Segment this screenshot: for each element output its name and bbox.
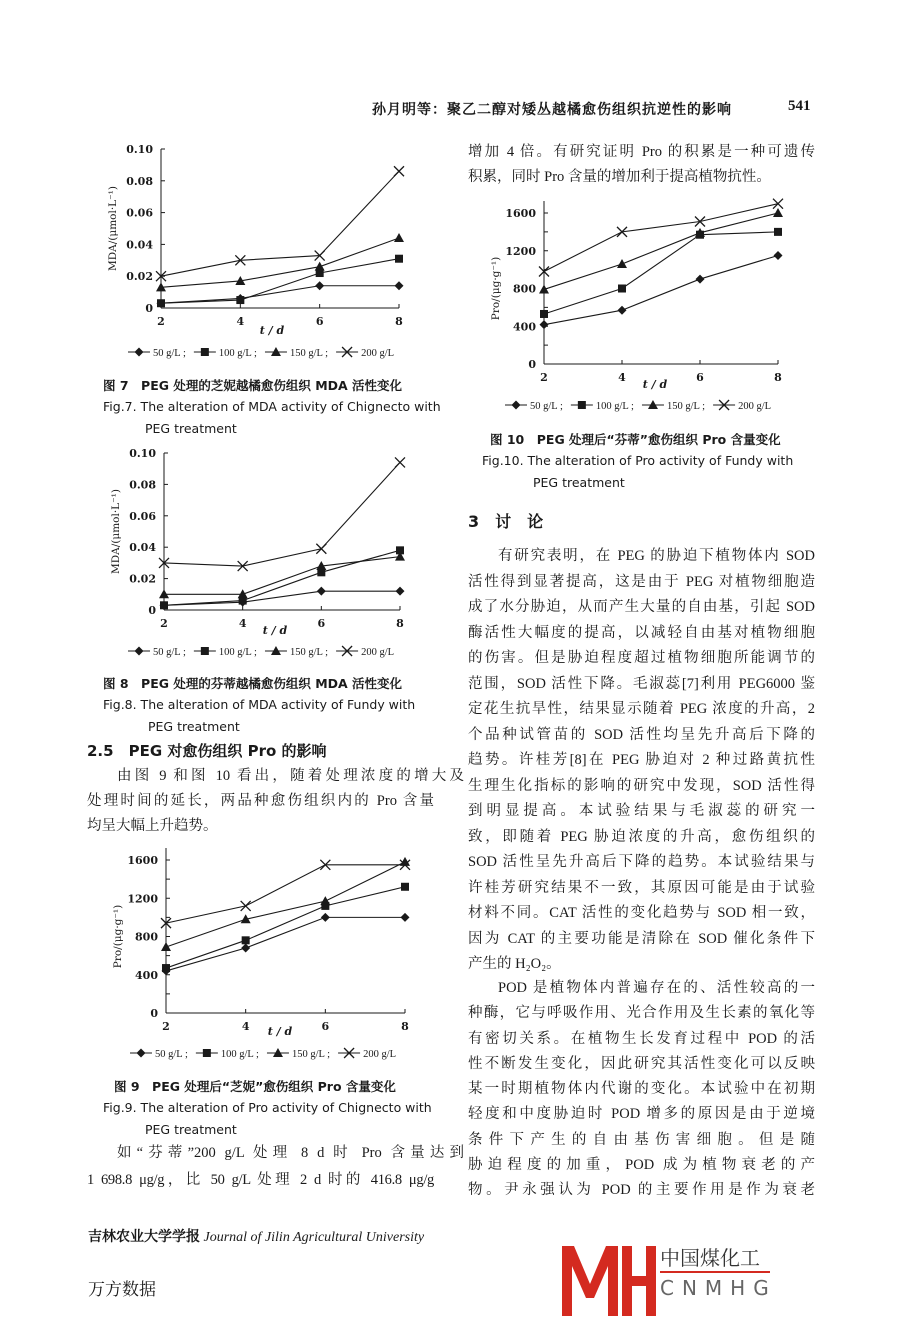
- y-tick-label: 400: [513, 320, 536, 334]
- text-line: 某一时期植物体内代谢的变化。本试验中在初期: [468, 1081, 815, 1097]
- legend-label: 200 g/L: [363, 1049, 397, 1060]
- legend-label: 50 g/L ;: [155, 1049, 188, 1060]
- fig9-caption-en: Fig.9. The alteration of Pro activity of Chignecto with: [103, 1100, 432, 1115]
- text-line: 处理时间的延长，两品种愈伤组织内的 Pro 含量: [87, 793, 434, 809]
- text-line: 个品种试管苗的 SOD 活性均呈先升高后下降的: [468, 726, 815, 743]
- text-line: 积累，同时 Pro 含量的增加利于提高植物抗性。: [468, 169, 771, 185]
- fig7-caption-en: Fig.7. The alteration of MDA activity of Chignecto with: [103, 399, 441, 414]
- data-point-x: [773, 199, 783, 209]
- text-line: 生理生化指标的影响的研究中发现，SOD 活性得: [468, 777, 815, 794]
- text-line: 的伤害。但是胁迫程度超过植物细胞所能调节的: [468, 650, 815, 666]
- text-line: 由图 9 和图 10 看出，随着处理浓度的增大及: [117, 768, 464, 784]
- y-tick-label: 1200: [505, 244, 536, 258]
- fig8-chart: [110, 447, 405, 658]
- text-line: 成了水分胁迫，从而产生大量的自由基，引起 SOD: [468, 599, 815, 615]
- fig7-chart: [107, 143, 404, 359]
- data-point-triangle: [320, 896, 330, 905]
- legend-label: 100 g/L ;: [218, 647, 257, 658]
- watermark-cn: 中国煤化工: [660, 1246, 760, 1270]
- x-tick-label: 4: [238, 617, 247, 630]
- journal-footer: [88, 1226, 424, 1246]
- y-tick-label: 1200: [127, 892, 158, 906]
- legend-label: 100 g/L ;: [595, 401, 634, 412]
- legend-label: 150 g/L ;: [666, 401, 706, 412]
- legend-label: 50 g/L ;: [530, 401, 563, 412]
- data-point-square: [395, 255, 403, 263]
- series-line-100gL: [544, 232, 778, 314]
- watermark-divider: [660, 1271, 770, 1273]
- watermark-en: CNMHG: [660, 1276, 777, 1300]
- y-tick-label: 0: [528, 358, 536, 371]
- fig8-caption-cn: 图 8 PEG 处理的芬蒂越橘愈伤组织 MDA 活性变化: [103, 676, 403, 691]
- text-line: 产生的 H₂O₂。: [468, 956, 561, 972]
- data-point-square: [162, 964, 170, 972]
- data-point-diamond: [401, 913, 410, 922]
- data-point-square: [540, 310, 548, 318]
- y-tick-label: 1600: [505, 207, 536, 220]
- legend-marker-square: [203, 1049, 211, 1057]
- text-line: 活性得到显著提高，这是由于 PEG 对植物细胞造: [468, 573, 815, 590]
- x-tick-label: 6: [317, 617, 326, 630]
- data-point-x: [394, 166, 404, 176]
- section-2-5-heading: 2.5 PEG 对愈伤组织 Pro 的影响: [87, 742, 327, 760]
- x-tick-label: 4: [618, 371, 626, 384]
- legend-label: 100 g/L ;: [218, 348, 257, 359]
- y-tick-label: 0: [145, 302, 153, 315]
- data-point-triangle: [394, 233, 404, 242]
- fig10-caption-en-2: PEG treatment: [533, 475, 625, 490]
- series-line-150gL: [164, 557, 400, 595]
- data-point-diamond: [618, 306, 627, 315]
- x-tick-label: 8: [774, 371, 782, 384]
- y-tick-label: 0: [148, 604, 156, 617]
- text-line: 性不断发生变化，因此研究其活性变化可以反映: [468, 1055, 815, 1072]
- data-point-square: [242, 936, 250, 944]
- series-line-100gL: [161, 259, 399, 304]
- data-point-x: [395, 457, 405, 467]
- fig8-caption-en: Fig.8. The alteration of MDA activity of Fundy with: [103, 697, 416, 712]
- source-label: 万方数据: [88, 1280, 156, 1300]
- y-tick-label: 0.10: [129, 447, 156, 460]
- legend-label: 150 g/L ;: [291, 1049, 331, 1060]
- data-point-square: [236, 296, 244, 304]
- legend-marker-diamond: [135, 348, 144, 357]
- y-tick-label: 0.02: [129, 572, 156, 586]
- y-tick-label: 1600: [127, 854, 158, 867]
- x-axis-label: t / d: [642, 378, 668, 391]
- y-tick-label: 0.06: [126, 206, 153, 220]
- x-tick-label: 8: [395, 315, 403, 328]
- data-point-square: [774, 228, 782, 236]
- x-tick-label: 6: [315, 315, 324, 328]
- legend-marker-diamond: [512, 401, 521, 410]
- text-line: 许桂芳研究结果不一致，其原因可能是由于试验: [468, 879, 815, 896]
- y-tick-label: 0.08: [129, 478, 156, 492]
- x-tick-label: 8: [401, 1020, 409, 1033]
- x-tick-label: 8: [396, 617, 404, 630]
- legend-label: 150 g/L ;: [289, 348, 329, 359]
- text-line: 范围，SOD 活性下降。毛淑蕊[7]利用 PEG6000 鉴: [468, 675, 815, 692]
- x-tick-label: 6: [696, 371, 704, 384]
- mh-logo-icon: [560, 1240, 660, 1318]
- data-point-diamond: [315, 281, 324, 290]
- data-point-diamond: [321, 913, 330, 922]
- running-title: 孙月明等：聚乙二醇对矮丛越橘愈伤组织抗逆性的影响: [372, 103, 732, 118]
- series-line-150gL: [166, 862, 405, 947]
- text-line: 材料不同。CAT 活性的变化趋势与 SOD 相一致，: [468, 905, 815, 921]
- section-3-heading: 3 讨 论: [468, 512, 544, 531]
- text-line: 物。尹永强认为 POD 的主要作用是作为衰老: [468, 1182, 815, 1198]
- data-point-x: [241, 901, 251, 911]
- text-line: 有研究表明，在 PEG 的胁迫下植物体内 SOD: [498, 548, 815, 564]
- text-line: 致，即随着 PEG 胁迫浓度的升高，愈伤组织的: [468, 828, 815, 845]
- text-line: 定花生抗旱性，结果显示随着 PEG 浓度的升高，2: [468, 701, 815, 717]
- series-line-150gL: [544, 213, 778, 289]
- journal-name-cn: 吉林农业大学学报: [88, 1230, 200, 1245]
- text-line: SOD 活性呈先升高后下降的趋势。本试验结果与: [468, 854, 815, 870]
- text-line: 轻度和中度胁迫时 POD 增多的原因是由于逆境: [468, 1106, 815, 1123]
- y-tick-label: 0.10: [126, 143, 153, 156]
- x-tick-label: 2: [157, 315, 165, 328]
- journal-name-en: Journal of Jilin Agricultural University: [203, 1230, 425, 1245]
- series-line-50gL: [544, 255, 778, 324]
- legend-marker-square: [201, 647, 209, 655]
- legend-label: 50 g/L ;: [153, 348, 186, 359]
- text-line: POD 是植物体内普遍存在的、活性较高的一: [498, 980, 815, 996]
- y-tick-label: 400: [135, 968, 158, 982]
- series-line-100gL: [166, 887, 405, 968]
- x-axis-label: t / d: [262, 624, 288, 637]
- text-line: 种酶，它与呼吸作用、光合作用及生长素的氧化等: [468, 1005, 815, 1022]
- watermark-logo: [560, 1240, 775, 1318]
- page-number: 541: [788, 98, 811, 114]
- series-line-150gL: [161, 238, 399, 287]
- text-line: 因为 CAT 的主要功能是清除在 SOD 催化条件下: [468, 930, 815, 947]
- y-axis-label: Pro/(μg·g⁻¹): [490, 256, 502, 321]
- fig9-chart: [112, 848, 410, 1060]
- data-point-diamond: [540, 320, 549, 329]
- y-axis-label: MDA/(μmol·L⁻¹): [110, 488, 122, 575]
- data-point-square: [401, 883, 409, 891]
- y-axis-label: MDA/(μmol·L⁻¹): [107, 185, 119, 272]
- text-line: 有密切关系。在植物生长发育过程中 POD 的活: [468, 1030, 815, 1047]
- y-tick-label: 800: [513, 282, 536, 296]
- fig9-caption-cn: 图 9 PEG 处理后“芝妮”愈伤组织 Pro 含量变化: [114, 1079, 396, 1094]
- text-line: 酶活性大幅度的提高，以减轻自由基对植物细胞: [468, 624, 815, 641]
- text-line: 1 698.8 μg/g，比 50 g/L 处理 2 d 时的 416.8 μg/g: [87, 1172, 434, 1188]
- data-point-diamond: [241, 943, 250, 952]
- data-point-triangle: [315, 262, 325, 271]
- fig10-caption-cn: 图 10 PEG 处理后“芬蒂”愈伤组织 Pro 含量变化: [490, 432, 781, 447]
- x-tick-label: 4: [236, 315, 245, 328]
- x-axis-label: t / d: [259, 324, 285, 337]
- data-point-triangle: [773, 208, 783, 217]
- data-point-square: [157, 299, 165, 307]
- y-tick-label: 0.02: [126, 270, 153, 284]
- fig10-caption-en: Fig.10. The alteration of Pro activity of Fundy with: [482, 453, 794, 468]
- y-axis-label: Pro/(μg·g⁻¹): [112, 904, 124, 969]
- data-point-diamond: [696, 275, 705, 284]
- y-tick-label: 0.06: [129, 509, 156, 523]
- legend-label: 200 g/L: [361, 348, 395, 359]
- x-tick-label: 6: [321, 1020, 330, 1033]
- data-point-diamond: [395, 281, 404, 290]
- series-line-50gL: [166, 917, 405, 971]
- series-line-200gL: [166, 865, 405, 923]
- series-line-200gL: [164, 462, 400, 566]
- data-point-triangle: [617, 259, 627, 268]
- y-tick-label: 0: [150, 1007, 158, 1020]
- text-line: 如“芬蒂”200 g/L 处理 8 d 时 Pro 含量达到: [117, 1145, 464, 1161]
- y-tick-label: 0.08: [126, 174, 153, 188]
- x-tick-label: 4: [241, 1020, 250, 1033]
- x-tick-label: 2: [540, 371, 548, 384]
- data-point-square: [160, 601, 168, 609]
- text-line: 胁迫程度的加重，POD 成为植物衰老的产: [468, 1156, 815, 1173]
- legend-marker-diamond: [137, 1049, 146, 1058]
- series-line-50gL: [161, 286, 399, 303]
- y-tick-label: 800: [135, 930, 158, 944]
- text-line: 均呈大幅上升趋势。: [87, 818, 218, 834]
- legend-marker-square: [201, 348, 209, 356]
- data-point-x: [316, 544, 326, 554]
- legend-label: 50 g/L ;: [153, 647, 186, 658]
- legend-label: 200 g/L: [738, 401, 772, 412]
- data-point-diamond: [774, 251, 783, 260]
- legend-label: 150 g/L ;: [289, 647, 329, 658]
- data-point-square: [618, 285, 626, 293]
- fig9-caption-en-2: PEG treatment: [145, 1122, 237, 1137]
- y-tick-label: 0.04: [126, 238, 153, 252]
- legend-label: 200 g/L: [361, 647, 395, 658]
- text-line: 趋势。许桂芳[8]在 PEG 胁迫对 2 种过路黄抗性: [468, 752, 815, 768]
- fig10-chart: [490, 199, 783, 412]
- legend-label: 100 g/L ;: [220, 1049, 259, 1060]
- y-tick-label: 0.04: [129, 541, 156, 555]
- data-point-diamond: [317, 587, 326, 596]
- fig7-caption-cn: 图 7 PEG 处理的芝妮越橘愈伤组织 MDA 活性变化: [103, 378, 403, 393]
- x-tick-label: 2: [162, 1020, 170, 1033]
- data-point-triangle: [161, 942, 171, 951]
- fig8-caption-en-2: PEG treatment: [148, 719, 240, 734]
- legend-marker-diamond: [135, 647, 144, 656]
- x-axis-label: t / d: [267, 1025, 293, 1038]
- data-point-diamond: [396, 587, 405, 596]
- series-line-200gL: [161, 171, 399, 276]
- fig7-caption-en-2: PEG treatment: [145, 421, 237, 436]
- text-line: 到明显提高。本试验结果与毛淑蕊的研究一: [468, 803, 815, 819]
- text-line: 条件下产生的自由基伤害细胞。但是随: [468, 1131, 815, 1148]
- text-line: 增加 4 倍。有研究证明 Pro 的积累是一种可遗传: [468, 144, 815, 160]
- legend-marker-square: [578, 401, 586, 409]
- x-tick-label: 2: [160, 617, 168, 630]
